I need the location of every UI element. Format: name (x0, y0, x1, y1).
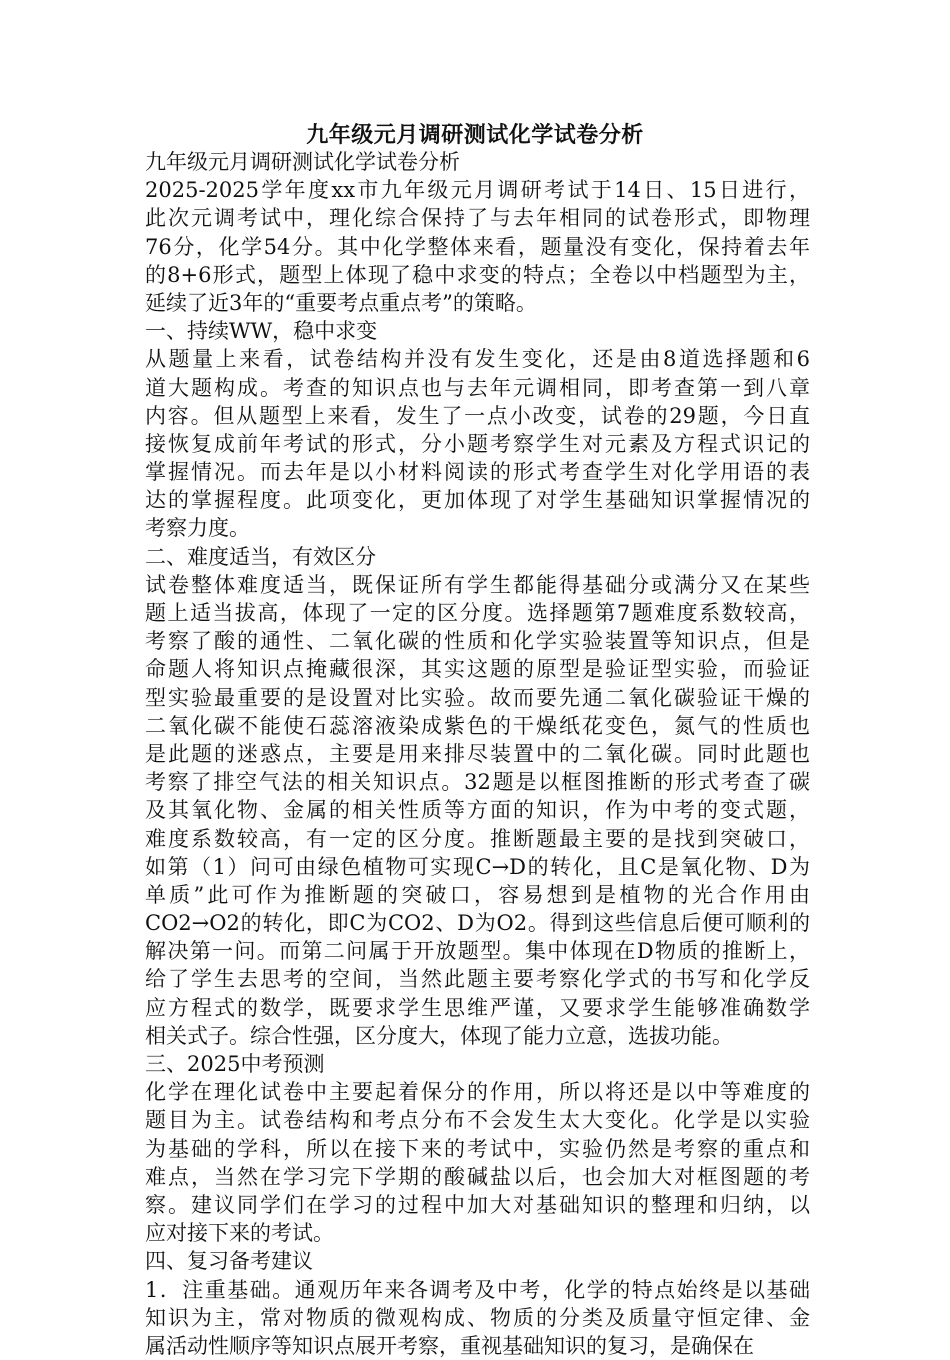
text-line: 二、难度适当，有效区分 (145, 544, 376, 569)
text-line: 型实验最重要的是设置对比实验。故而要先通二氧化碳验证干燥的 (145, 685, 810, 710)
text-line: 四、复习备考建议 (145, 1249, 313, 1274)
text-line: 此次元调考试中，理化综合保持了与去年相同的试卷形式，即物理 (145, 206, 810, 231)
text-line: 从题量上来看，试卷结构并没有发生变化，还是由8道选择题和6 (145, 347, 810, 372)
text-line: 的8+6形式，题型上体现了稳中求变的特点；全卷以中档题型为主， (145, 262, 810, 287)
text-line: 察。建议同学们在学习的过程中加大对基础知识的整理和归纳，以 (145, 1192, 810, 1217)
text-line: 相关式子。综合性强，区分度大，体现了能力立意，选拔功能。 (145, 1023, 733, 1048)
document-body (145, 148, 810, 1360)
text-line: 化学在理化试卷中主要起着保分的作用，所以将还是以中等难度的 (145, 1080, 810, 1105)
text-line: 题目为主。试卷结构和考点分布不会发生太大变化。化学是以实验 (145, 1108, 810, 1133)
text-line: 知识为主，常对物质的微观构成、物质的分类及质量守恒定律、金 (145, 1305, 810, 1330)
text-line: 给了学生去思考的空间，当然此题主要考察化学式的书写和化学反 (145, 967, 810, 992)
text-line: 及其氧化物、金属的相关性质等方面的知识，作为中考的变式题， (145, 798, 810, 823)
text-line: 三、2025中考预测 (145, 1052, 325, 1076)
text-line: 延续了近3年的“重要考点重点考”的策略。 (145, 290, 537, 315)
text-line: 考察力度。 (145, 516, 250, 541)
text-line: 内容。但从题型上来看，发生了一点小改变，试卷的29题，今日直 (145, 403, 810, 428)
text-line: 难点，当然在学习完下学期的酸碱盐以后，也会加大对框图题的考 (145, 1164, 810, 1189)
document-title: 九年级元月调研测试化学试卷分析 (306, 122, 644, 148)
text-line: 难度系数较高，有一定的区分度。推断题最主要的是找到突破口， (145, 826, 810, 851)
text-line: 应方程式的数学，既要求学生思维严谨，又要求学生能够准确数学 (145, 995, 810, 1020)
text-line: 掌握情况。而去年是以小材料阅读的形式考查学生对化学用语的表 (145, 460, 810, 485)
text-line: 考察了酸的通性、二氧化碳的性质和化学实验装置等知识点，但是 (145, 629, 810, 654)
text-line: 应对接下来的考试。 (145, 1221, 334, 1246)
text-line: 为基础的学科，所以在接下来的考试中，实验仍然是考察的重点和 (145, 1136, 810, 1161)
text-line: 属活动性顺序等知识点展开考察，重视基础知识的复习，是确保在 (145, 1333, 754, 1358)
text-line: CO2→O2的转化，即C为CO2、D为O2。得到这些信息后便可顺利的 (145, 911, 810, 936)
text-line: 二氧化碳不能使石蕊溶液染成紫色的干燥纸花变色，氮气的性质也 (145, 713, 810, 738)
text-line: 是此题的迷惑点，主要是用来排尽装置中的二氧化碳。同时此题也 (145, 741, 810, 766)
text-line: 九年级元月调研测试化学试卷分析 (145, 150, 460, 174)
text-line: 1．注重基础。通观历年来各调考及中考，化学的特点始终是以基础 (145, 1277, 810, 1302)
text-line: 达的掌握程度。此项变化，更加体现了对学生基础知识掌握情况的 (145, 488, 810, 513)
text-line: 76分，化学54分。其中化学整体来看，题量没有变化，保持着去年 (145, 234, 810, 259)
text-line: 接恢复成前年考试的形式，分小题考察学生对元素及方程式识记的 (145, 431, 810, 456)
text-line: 2025-2025学年度xx市九年级元月调研考试于14日、15日进行， (145, 178, 810, 203)
text-line: 命题人将知识点掩藏很深，其实这题的原型是验证型实验，而验证 (145, 657, 810, 682)
text-line: 一、持续WW，稳中求变 (145, 319, 378, 344)
text-line: 考察了排空气法的相关知识点。32题是以框图推断的形式考查了碳 (145, 770, 810, 795)
text-line: 题上适当拔高，体现了一定的区分度。选择题第7题难度系数较高， (145, 601, 810, 625)
text-line: 解决第一问。而第二问属于开放题型。集中体现在D物质的推断上， (145, 939, 810, 964)
text-line: 试卷整体难度适当，既保证所有学生都能得基础分或满分又在某些 (145, 572, 810, 597)
text-line: 道大题构成。考查的知识点也与去年元调相同，即考查第一到八章 (145, 375, 810, 400)
text-line: 如第（1）问可由绿色植物可实现C→D的转化，且C是氧化物、D为 (145, 854, 810, 879)
text-line: 单质”此可作为推断题的突破口，容易想到是植物的光合作用由 (145, 882, 810, 907)
